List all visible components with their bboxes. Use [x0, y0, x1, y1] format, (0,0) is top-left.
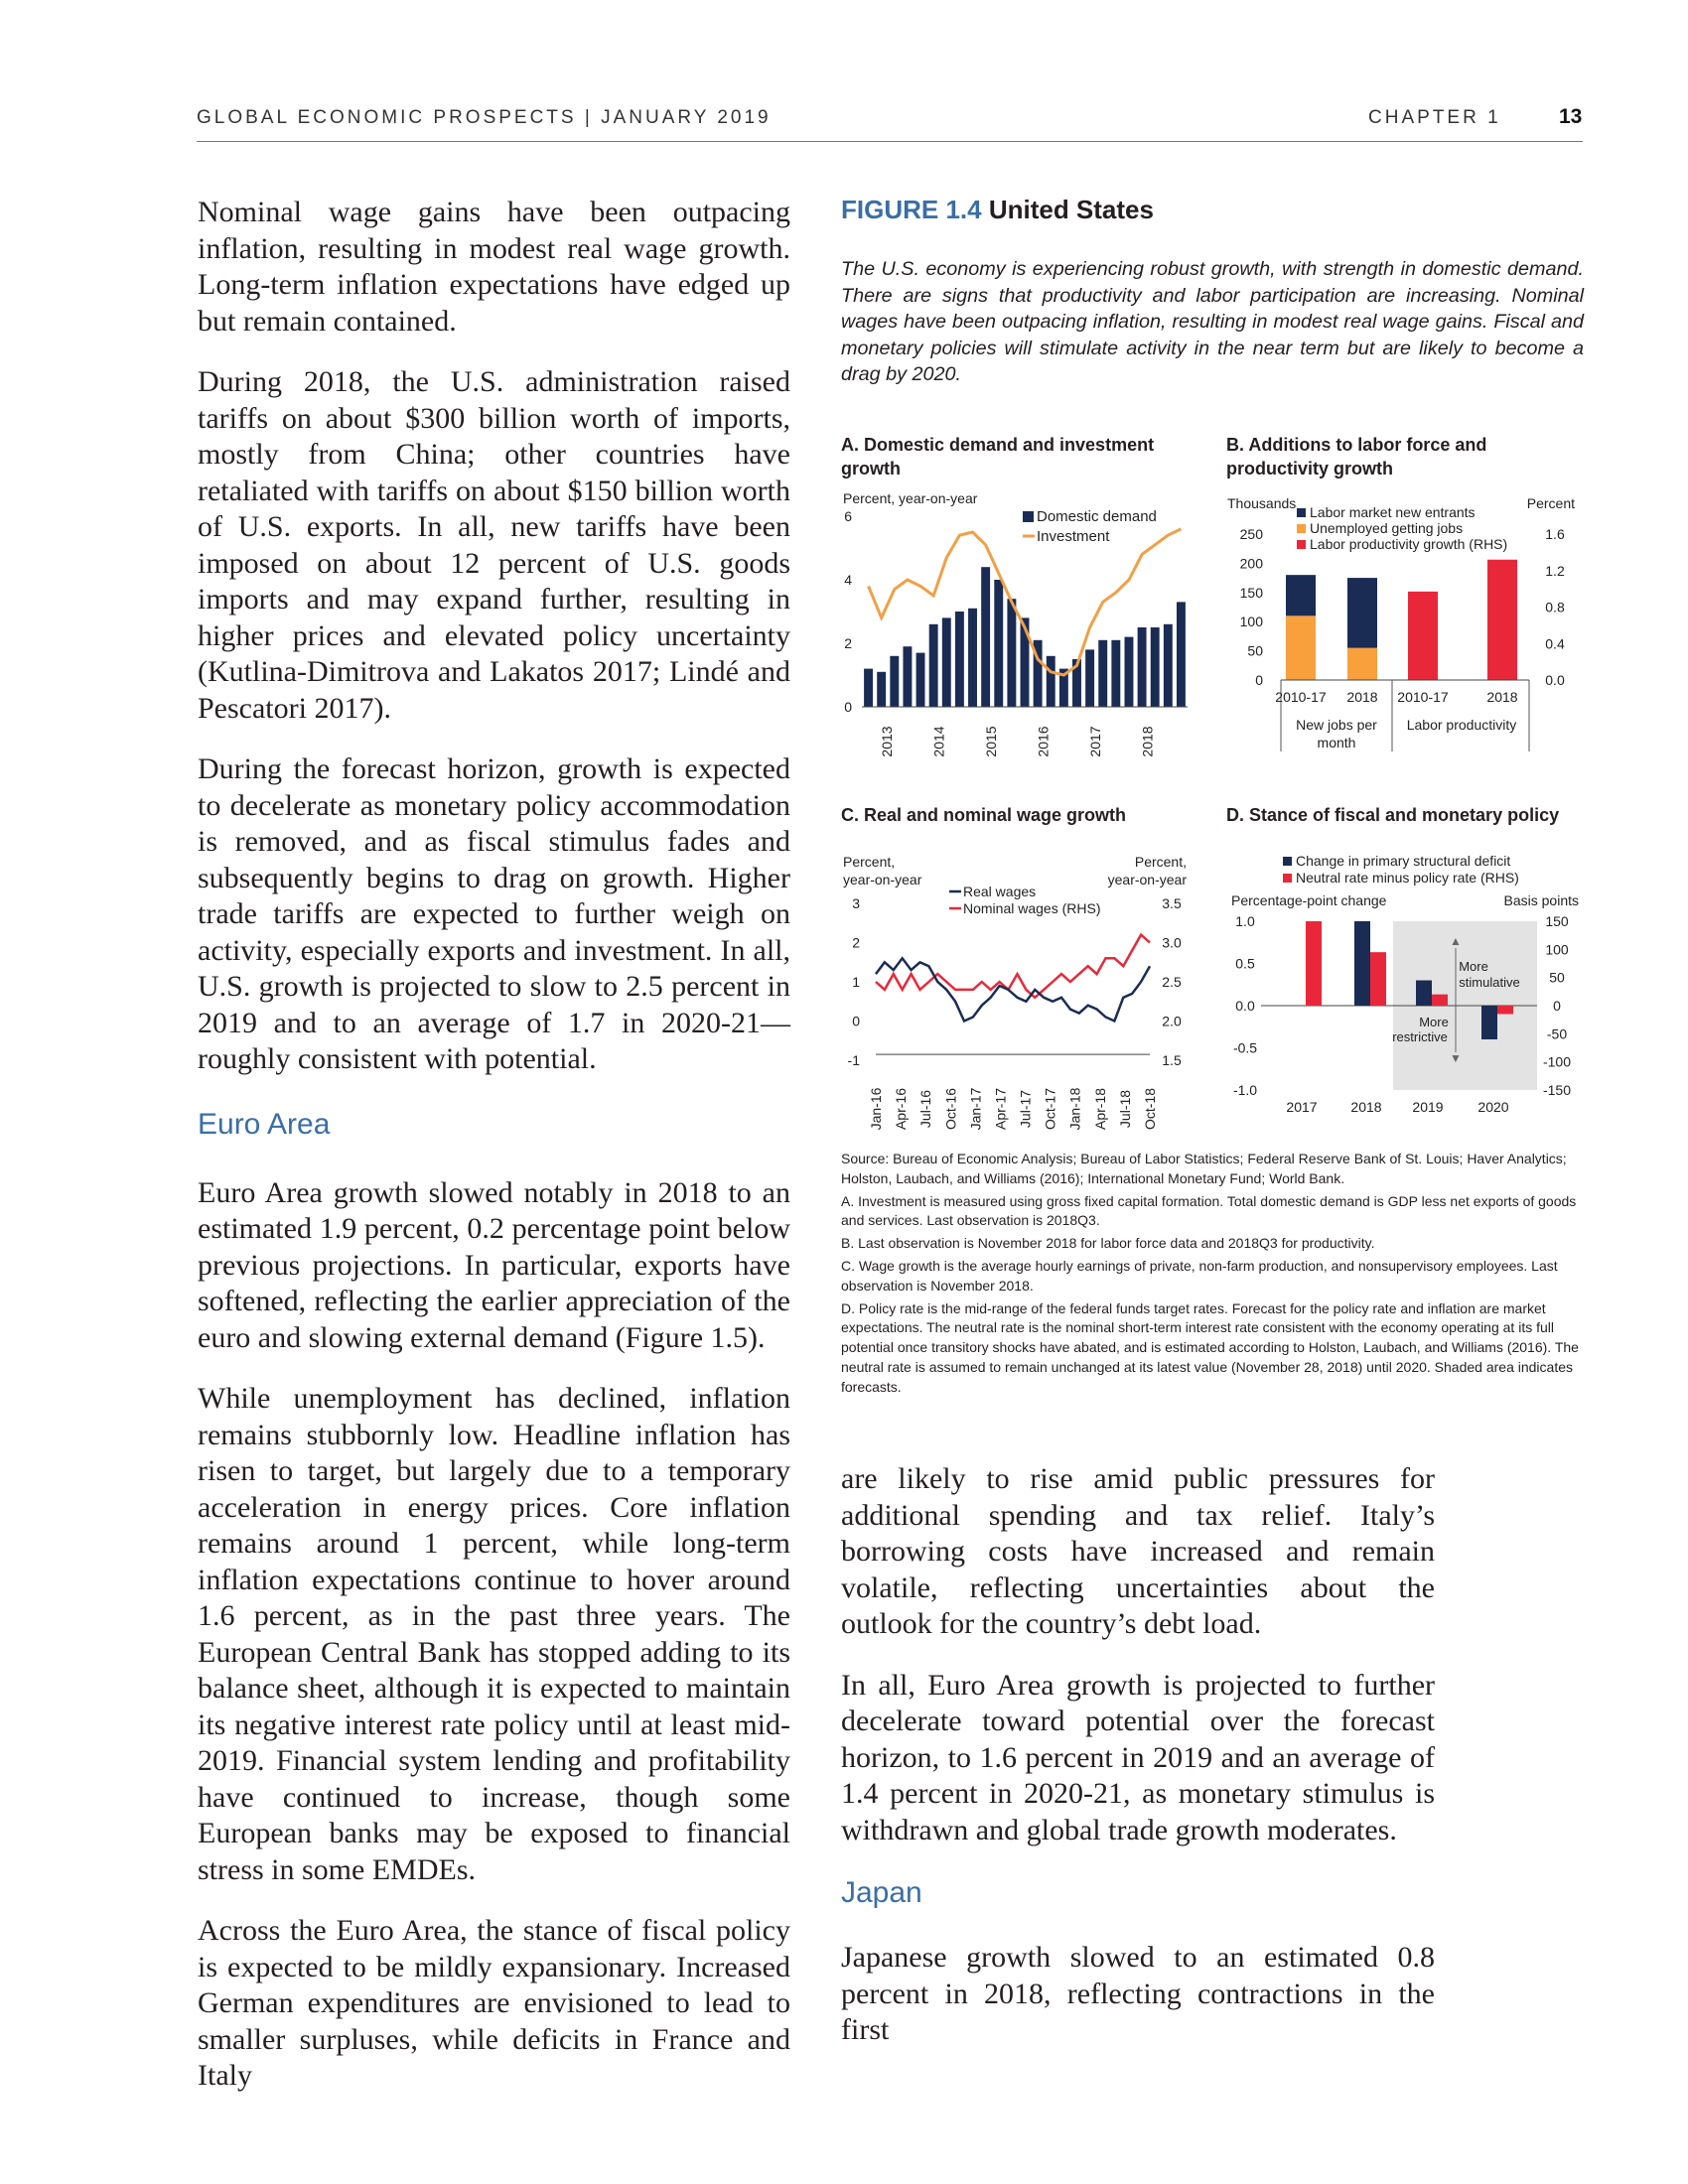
bar-structural-deficit	[1481, 1006, 1497, 1039]
y-tick-label: -50	[1546, 1025, 1568, 1042]
y-tick-label: -150	[1542, 1082, 1572, 1098]
y-tick-label: 250	[1239, 526, 1263, 542]
y-tick-label: 50	[1549, 969, 1565, 986]
annotation-more-stimulative: stimulative	[1459, 975, 1520, 990]
section-heading-japan: Japan	[841, 1876, 922, 1909]
arrow-down: ▼	[1450, 1051, 1462, 1065]
bar-domestic-demand	[903, 646, 912, 707]
y-tick-label: -1	[847, 1052, 860, 1068]
legend-label: Labor productivity growth (RHS)	[1310, 536, 1508, 552]
bar-labor-productivity	[1487, 560, 1517, 680]
y-tick-label: 0.4	[1545, 635, 1565, 652]
x-tick-label: 2014	[930, 726, 947, 757]
y-tick-label: 6	[844, 508, 852, 524]
y-axis-label-left: year-on-year	[843, 872, 922, 887]
bar-structural-deficit	[1416, 981, 1432, 1007]
x-tick-label: 2010-17	[1275, 689, 1327, 705]
group-label: Labor productivity	[1406, 717, 1517, 733]
bar-unemployed-getting-jobs	[1286, 615, 1316, 680]
legend-label: Unemployed getting jobs	[1310, 520, 1464, 536]
bar-domestic-demand	[955, 612, 964, 707]
y-tick-label: -1.0	[1232, 1082, 1258, 1098]
x-tick-label: Jan-16	[868, 1087, 884, 1131]
x-tick-label: 2018	[1139, 726, 1156, 757]
bar-domestic-demand	[864, 669, 873, 707]
legend-label: Real wages	[963, 884, 1037, 899]
x-tick-label: Jul-16	[917, 1089, 934, 1129]
note-c: C. Wage growth is the average hourly earnings of private, non-farm production, and nonsupervisory employees. Last observation is November 2018.	[841, 1257, 1558, 1294]
panel-b-title: B. Additions to labor force and productivity growth	[1226, 435, 1487, 478]
x-tick-label: Oct-17	[1042, 1087, 1058, 1131]
bar-domestic-demand	[1047, 656, 1055, 707]
bar-domestic-demand	[916, 653, 925, 707]
figure-caption: The U.S. economy is experiencing robust growth, with strength in domestic demand. There are signs that productivity and labor participation are increasing. Nominal wages have been outpacing inflation, resulting in modest real wage gains. Fiscal and monetary policies will stimulate activity in the near term but are likely to become a drag by 2020.	[841, 258, 1584, 385]
right-column	[841, 1461, 1435, 2049]
bar-domestic-demand	[1164, 624, 1173, 707]
legend-swatch	[1297, 508, 1306, 517]
panel-d-title: D. Stance of fiscal and monetary policy	[1226, 805, 1560, 825]
running-header: GLOBAL ECONOMIC PROSPECTS | JANUARY 2019	[197, 107, 772, 128]
paragraph: Nominal wage gains have been outpacing inflation, resulting in modest real wage growth. Long-term inflation expectations have edged up but remain contained.	[198, 196, 790, 338]
paragraph: Across the Euro Area, the stance of fiscal policy is expected to be mildly expansionary. Increased German expenditures are envisioned to lead to smaller surpluses, while deficits in France and Italy	[198, 1914, 790, 2092]
y-axis-label-left: Percentage-point change	[1231, 892, 1387, 908]
x-tick-label: 2018	[1486, 689, 1518, 705]
annotation-more-restrictive: restrictive	[1392, 1029, 1448, 1044]
y-tick-label: 150	[1239, 584, 1263, 601]
bar-domestic-demand	[890, 656, 899, 707]
paragraph: Euro Area growth slowed notably in 2018 to an estimated 1.9 percent, 0.2 percentage point below previous projections. In particular, exports have softened, reflecting the earlier appreciation of the euro and slowing external demand (Figure 1.5).	[198, 1175, 790, 1354]
bar-domestic-demand	[968, 609, 977, 707]
x-tick-label: Apr-18	[1091, 1087, 1108, 1131]
page-number: 13	[1559, 105, 1583, 128]
legend-label: Change in primary structural deficit	[1296, 853, 1511, 869]
x-tick-label: Jan-17	[967, 1087, 984, 1131]
legend-label: Labor market new entrants	[1310, 504, 1476, 520]
bar-unemployed-getting-jobs	[1347, 648, 1377, 680]
panel-a-title: A. Domestic demand and investment growth	[841, 435, 1155, 478]
y-axis-label: Percent, year-on-year	[843, 490, 978, 506]
y-tick-label: 1.5	[1162, 1052, 1182, 1068]
bar-domestic-demand	[1007, 599, 1016, 707]
bar-domestic-demand	[942, 617, 951, 707]
paragraph: are likely to rise amid public pressures for additional spending and tax relief. Italy’s borrowing costs have increased and remain volatile, reflecting uncertainties about the outlook for the country’s debt load.	[841, 1462, 1435, 1640]
bar-domestic-demand	[1085, 649, 1094, 707]
bar-domestic-demand	[1177, 602, 1186, 707]
legend-label: Investment	[1037, 528, 1110, 545]
section-heading-euro-area: Euro Area	[198, 1107, 331, 1141]
y-axis-label-right: year-on-year	[1107, 872, 1187, 887]
bar-domestic-demand	[1138, 627, 1147, 707]
y-tick-label: 1.6	[1545, 526, 1565, 542]
y-axis-label-right: Percent,	[1134, 854, 1187, 870]
y-tick-label: 0	[1255, 672, 1263, 688]
legend-swatch	[1283, 874, 1292, 883]
line-real-wages	[876, 958, 1150, 1021]
annotation-more-stimulative: More	[1459, 959, 1488, 974]
paragraph: While unemployment has declined, inflation remains stubbornly low. Headline inflation has risen to target, but largely due to a temporary acceleration in energy prices. Core inflation remains around 1 percent, while long-term inflation expectations continue to hover around 1.6 percent, as in the past three years. The European Central Bank has stopped adding to its balance sheet, although it is expected to maintain its negative interest rate policy until at least mid-2019. Financial system lending and profitability have continued to increase, though some European banks may be exposed to financial stress in some EMDEs.	[198, 1382, 790, 1886]
group-label: New jobs per	[1296, 717, 1377, 733]
y-tick-label: 0.0	[1545, 672, 1565, 688]
figure-name: United States	[988, 195, 1154, 224]
x-tick-label: 2015	[983, 726, 1000, 757]
bar-neutral-minus-policy	[1497, 1006, 1513, 1015]
x-tick-label: 2017	[1087, 726, 1104, 757]
bar-domestic-demand	[1124, 637, 1133, 707]
note-b: B. Last observation is November 2018 for labor force data and 2018Q3 for productivity.	[841, 1235, 1375, 1252]
x-tick-label: Apr-17	[992, 1087, 1009, 1131]
y-tick-label: 0	[1553, 998, 1561, 1014]
note-source: Source: Bureau of Economic Analysis; Bureau of Labor Statistics; Federal Reserve Bank of St. Louis; Haver Analytics; Holston, Laubach, and Williams (2016); International Monetary Fund; World Bank.	[841, 1151, 1567, 1186]
bar-structural-deficit	[1354, 921, 1370, 1006]
bar-domestic-demand	[981, 567, 990, 707]
x-tick-label: 2013	[879, 726, 896, 757]
legend-label: Neutral rate minus policy rate (RHS)	[1296, 870, 1519, 886]
x-tick-label: Jul-17	[1017, 1089, 1034, 1129]
note-d: D. Policy rate is the mid-range of the federal funds target rates. Forecast for the policy rate and inflation are market expectations. The neutral rate is the nominal short-term interest rate consistent with the economy operating at its full potential once transitory shocks have abated, and is estimated according to Holston, Laubach, and Williams (2016). The neutral rate is assumed to remain unchanged at its latest value (November 28, 2018) until 2020. Shaded area indicates forecasts.	[841, 1299, 1579, 1395]
group-label: month	[1317, 735, 1356, 751]
bar-domestic-demand	[994, 580, 1003, 707]
paragraph: Japanese growth slowed to an estimated 0.8 percent in 2018, reflecting contractions in the first	[841, 1941, 1435, 2046]
legend-swatch	[1297, 540, 1306, 549]
bar-labor-productivity	[1408, 592, 1438, 680]
bar-domestic-demand	[1151, 627, 1160, 707]
bar-neutral-minus-policy	[1370, 952, 1386, 1006]
y-tick-label: 2	[852, 934, 860, 951]
y-tick-label: 2	[844, 635, 852, 651]
y-tick-label: 2.0	[1162, 1013, 1182, 1029]
bar-labor-market-new-entrants	[1347, 578, 1377, 648]
legend-label: Domestic demand	[1037, 508, 1157, 525]
y-tick-label: 50	[1247, 642, 1263, 659]
x-tick-label: Oct-16	[942, 1087, 959, 1131]
annotation-more-restrictive: More	[1419, 1015, 1449, 1029]
x-tick-label: 2016	[1035, 726, 1052, 757]
paragraph: During the forecast horizon, growth is expected to decelerate as monetary policy accommodation is removed, and as fiscal stimulus fades and subsequently begins to drag on growth. Higher trade tariffs are expected to further weigh on activity, especially exports and investment. In all, U.S. growth is projected to slow to 2.5 percent in 2019 and to an average of 1.7 in 2020-21—roughly consistent with potential.	[198, 752, 790, 1075]
figure-number: FIGURE 1.4	[841, 195, 982, 224]
legend-label: Nominal wages (RHS)	[963, 900, 1101, 916]
y-tick-label: -100	[1542, 1053, 1572, 1070]
y-tick-label: 1.2	[1545, 562, 1565, 579]
paragraph: In all, Euro Area growth is projected to further decelerate toward potential over the forecast horizon, to 1.6 percent in 2019 and an average of 1.4 percent in 2020-21, as monetary stimulus is withdrawn and global trade growth moderates.	[841, 1668, 1435, 1846]
y-axis-label-left: Percent,	[843, 854, 896, 870]
legend-swatch-domestic-demand	[1023, 511, 1034, 522]
x-tick-label: Jul-18	[1116, 1089, 1133, 1129]
bar-neutral-minus-policy	[1432, 995, 1448, 1006]
y-tick-label: 0.5	[1235, 955, 1255, 972]
x-tick-label: 2010-17	[1397, 689, 1449, 705]
note-a: A. Investment is measured using gross fixed capital formation. Total domestic demand is GDP less net exports of goods and services. Last observation is 2018Q3.	[841, 1192, 1577, 1229]
y-tick-label: 2.5	[1162, 974, 1182, 990]
arrow-up: ▲	[1450, 934, 1462, 948]
panel-c-title: C. Real and nominal wage growth	[841, 805, 1127, 825]
y-tick-label: 1.0	[1235, 913, 1255, 929]
legend-swatch	[1297, 524, 1306, 533]
x-tick-label: Oct-18	[1142, 1087, 1158, 1131]
bar-domestic-demand	[877, 672, 886, 707]
x-tick-label: 2018	[1350, 1099, 1382, 1115]
y-tick-label: 1	[852, 974, 860, 990]
bar-neutral-minus-policy	[1306, 921, 1322, 1006]
bar-domestic-demand	[929, 624, 938, 707]
y-tick-label: 150	[1545, 913, 1569, 929]
bar-labor-market-new-entrants	[1286, 575, 1316, 615]
bar-domestic-demand	[1098, 640, 1107, 707]
bar-domestic-demand	[1111, 640, 1120, 707]
y-axis-label-right: Percent	[1526, 495, 1575, 511]
y-tick-label: 0	[852, 1013, 860, 1029]
x-tick-label: 2018	[1346, 689, 1378, 705]
y-tick-label: 200	[1239, 555, 1263, 572]
y-tick-label: -0.5	[1232, 1039, 1258, 1056]
x-tick-label: 2020	[1477, 1099, 1509, 1115]
y-tick-label: 0	[844, 699, 852, 715]
x-tick-label: 2019	[1412, 1099, 1444, 1115]
y-tick-label: 3.5	[1162, 895, 1182, 911]
y-tick-label: 0.0	[1235, 998, 1255, 1014]
y-tick-label: 100	[1239, 614, 1263, 630]
y-tick-label: 3.0	[1162, 934, 1182, 951]
y-tick-label: 0.8	[1545, 599, 1565, 615]
chapter-label: CHAPTER 1	[1368, 107, 1501, 128]
x-tick-label: Apr-16	[893, 1087, 910, 1131]
y-axis-label-left: Thousands	[1227, 495, 1297, 511]
y-axis-label-right: Basis points	[1503, 892, 1579, 908]
paragraph: During 2018, the U.S. administration raised tariffs on about $300 billion worth of imports, mostly from China; other countries have retaliated with tariffs on about $150 billion worth of U.S. exports. In all, new tariffs have been imposed on about 12 percent of U.S. goods imports and may expand further, resulting in higher prices and elevated policy uncertainty (Kutlina-Dimitrova and Lakatos 2017; Lindé and Pescatori 2017).	[198, 365, 790, 725]
x-tick-label: Jan-18	[1066, 1087, 1083, 1131]
y-tick-label: 100	[1545, 941, 1569, 958]
y-tick-label: 4	[844, 572, 852, 588]
legend-swatch	[1283, 857, 1292, 866]
x-tick-label: 2017	[1286, 1099, 1318, 1115]
y-tick-label: 3	[852, 895, 860, 911]
figure-notes	[841, 1150, 1584, 1401]
